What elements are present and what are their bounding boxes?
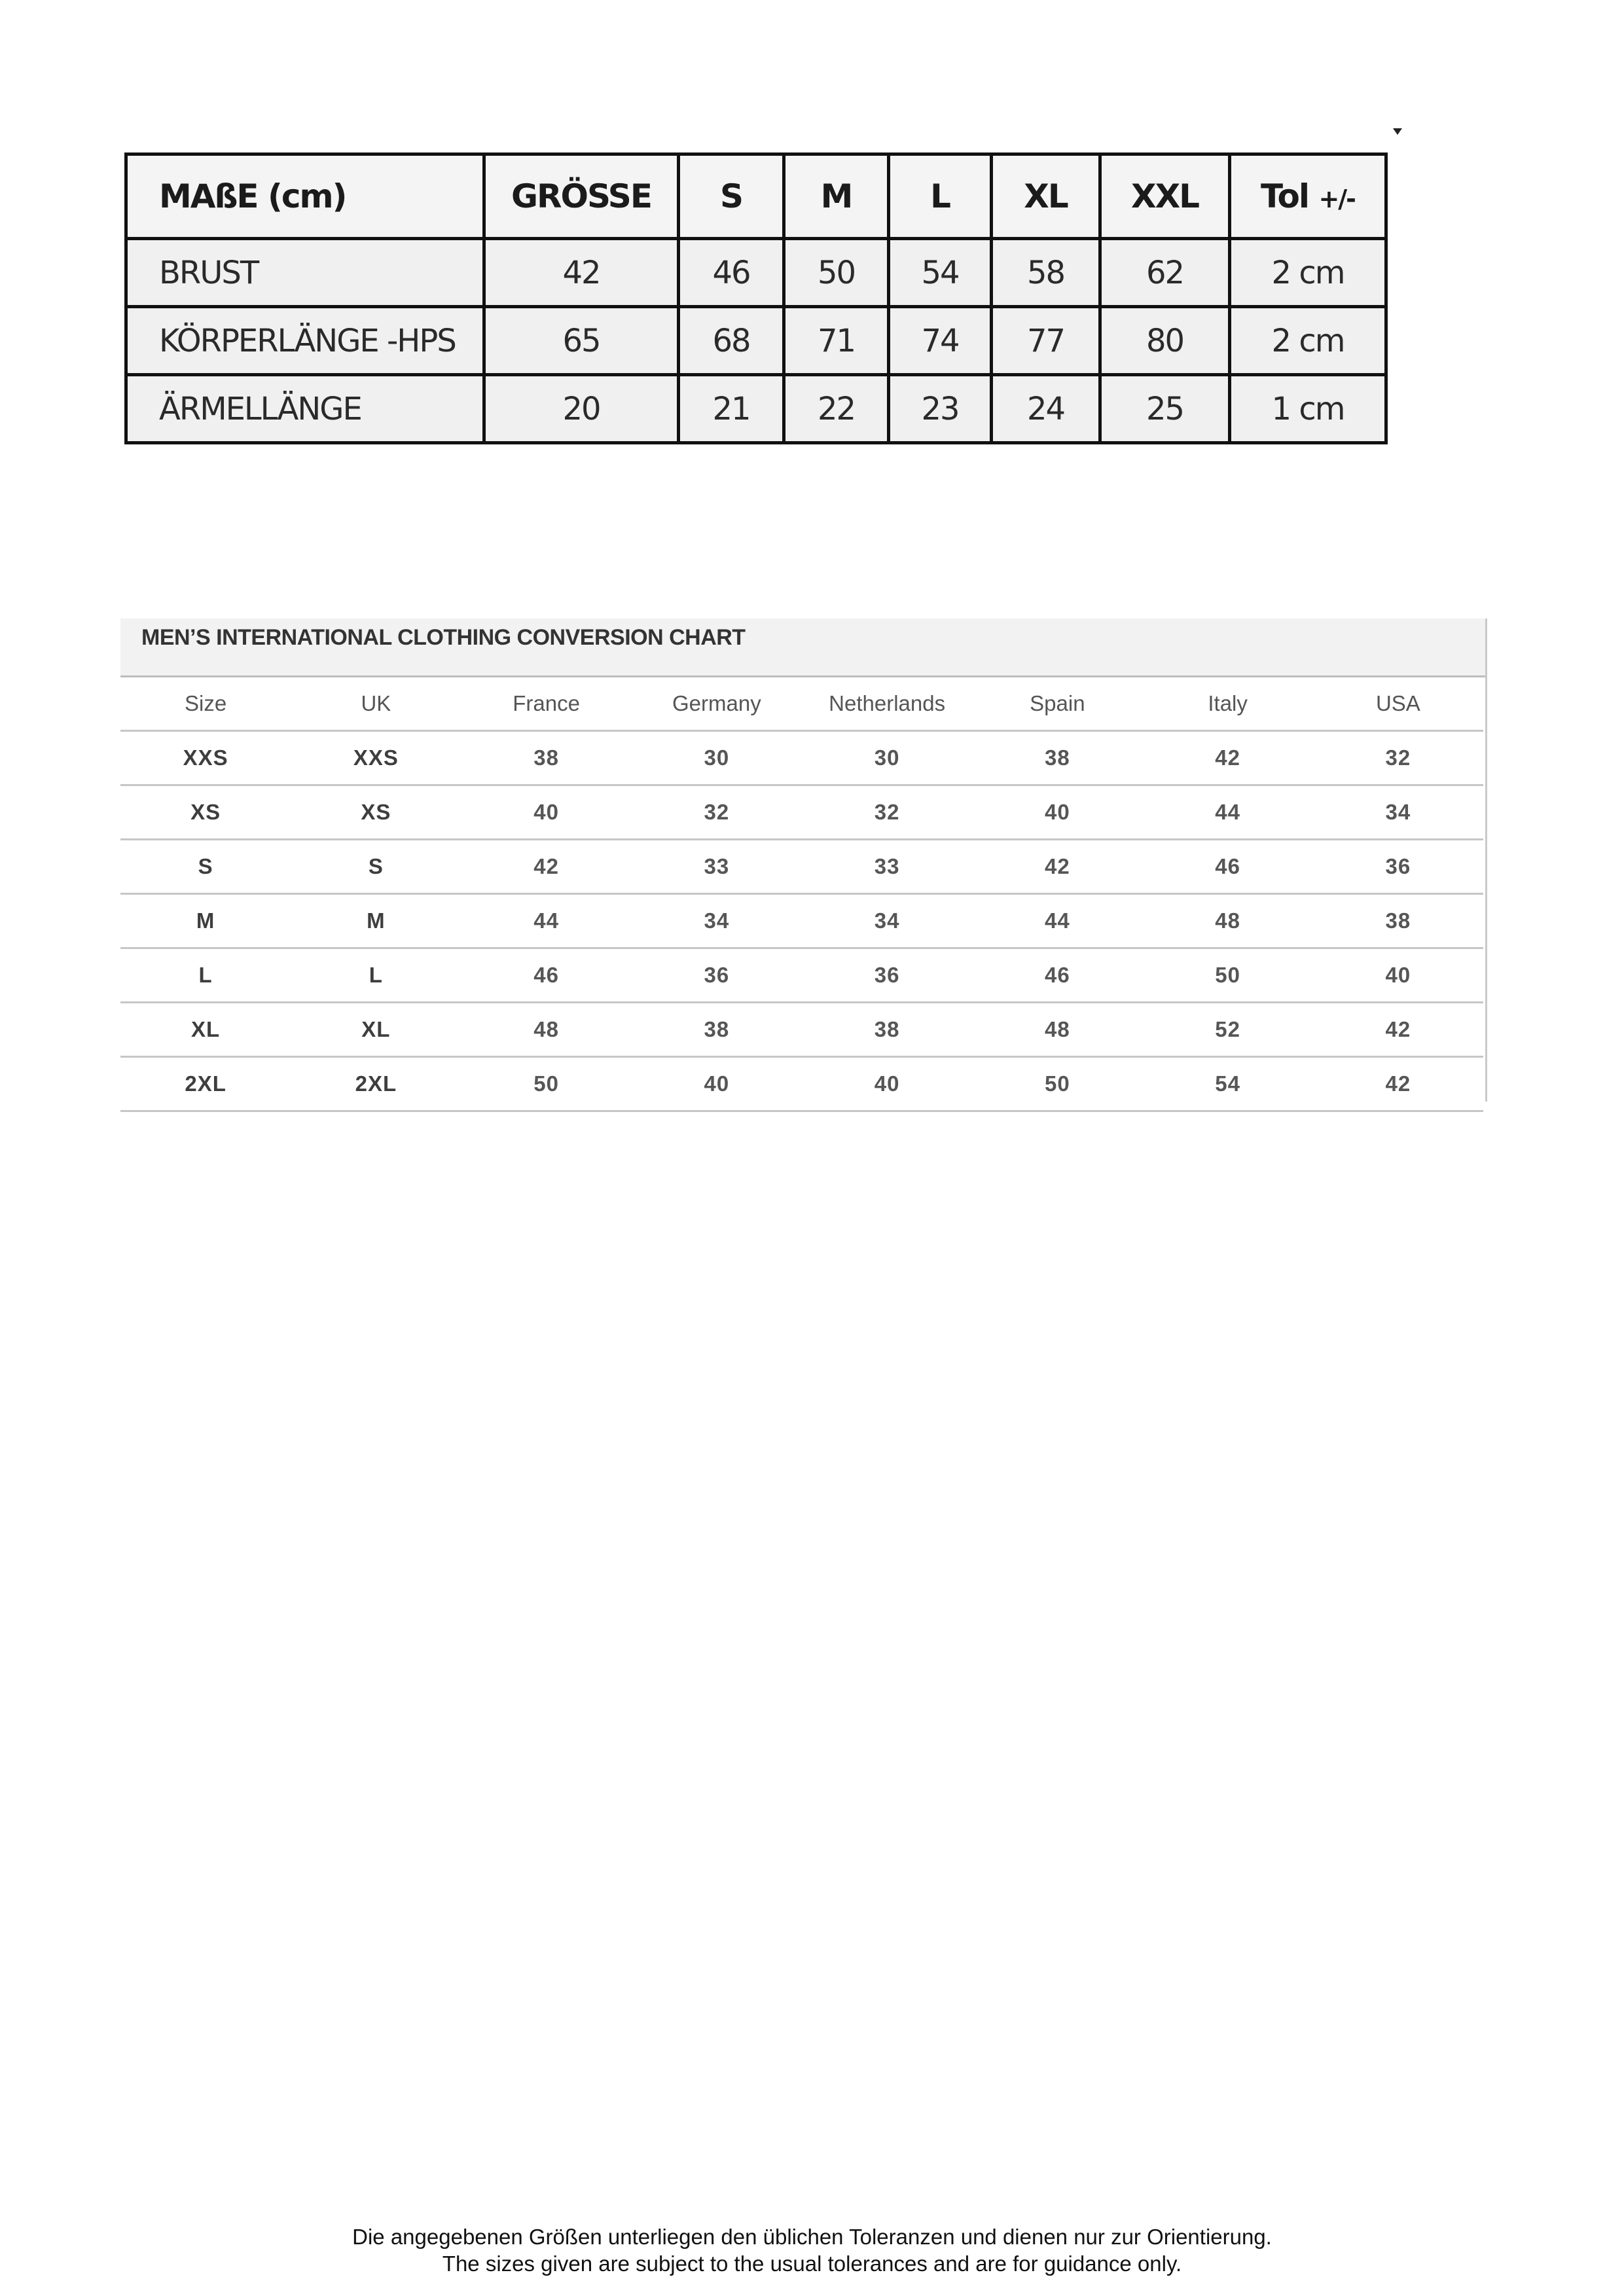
table-cell: 42	[461, 840, 632, 894]
header-tolerance	[1230, 154, 1386, 239]
table-cell: 32	[802, 785, 972, 840]
row-cell: 50	[784, 239, 889, 307]
table-cell: S	[291, 840, 461, 894]
table-cell: 46	[972, 948, 1142, 1003]
row-cell-tolerance: 2 cm	[1230, 307, 1386, 375]
table-row	[120, 1057, 1483, 1111]
table-cell: 36	[1313, 840, 1483, 894]
row-cell-groesse: 42	[484, 239, 679, 307]
row-cell: 46	[679, 239, 784, 307]
column-header-uk: UK	[291, 677, 461, 731]
row-cell: 77	[992, 307, 1100, 375]
table-cell: 46	[1143, 840, 1313, 894]
column-header-usa: USA	[1313, 677, 1483, 731]
row-cell: 58	[992, 239, 1100, 307]
conversion-table-body	[120, 731, 1483, 1111]
column-header-netherlands: Netherlands	[802, 677, 972, 731]
table-row	[120, 948, 1483, 1003]
size-cell: 2XL	[120, 1057, 291, 1111]
table-cell: 40	[1313, 948, 1483, 1003]
table-cell: 40	[461, 785, 632, 840]
table-cell: 30	[632, 731, 802, 785]
table-cell: 48	[1143, 894, 1313, 948]
header-tolerance-suffix: +/-	[1318, 185, 1355, 213]
table-cell: 32	[1313, 731, 1483, 785]
size-cell: XXS	[120, 731, 291, 785]
size-cell: M	[120, 894, 291, 948]
table-cell: XXS	[291, 731, 461, 785]
table-row	[120, 894, 1483, 948]
column-header-size: Size	[120, 677, 291, 731]
conversion-chart-title: MEN’S INTERNATIONAL CLOTHING CONVERSION CHART	[120, 619, 1485, 677]
size-cell: S	[120, 840, 291, 894]
table-cell: 38	[802, 1003, 972, 1057]
table-cell: 40	[632, 1057, 802, 1111]
disclaimer-footer	[0, 2223, 1624, 2277]
table-cell: 38	[632, 1003, 802, 1057]
corner-mark	[1393, 128, 1402, 135]
table-cell: 38	[1313, 894, 1483, 948]
row-cell: 62	[1100, 239, 1230, 307]
table-cell: 40	[972, 785, 1142, 840]
table-cell: 50	[461, 1057, 632, 1111]
table-cell: 48	[972, 1003, 1142, 1057]
column-header-italy: Italy	[1143, 677, 1313, 731]
row-cell: 23	[889, 375, 992, 443]
table-cell: 42	[1143, 731, 1313, 785]
table-cell: 50	[972, 1057, 1142, 1111]
row-label: BRUST	[126, 239, 484, 307]
row-label: KÖRPERLÄNGE -HPS	[126, 307, 484, 375]
table-cell: 54	[1143, 1057, 1313, 1111]
header-tolerance-label: Tol	[1261, 177, 1309, 215]
size-cell: L	[120, 948, 291, 1003]
measurement-row-koerperlaenge	[126, 307, 1386, 375]
row-cell-groesse: 20	[484, 375, 679, 443]
conversion-header-row	[120, 677, 1483, 731]
row-cell: 54	[889, 239, 992, 307]
measurement-table-container	[124, 152, 1384, 444]
row-cell: 24	[992, 375, 1100, 443]
column-header-france: France	[461, 677, 632, 731]
table-cell: 38	[461, 731, 632, 785]
size-cell: XL	[120, 1003, 291, 1057]
conversion-chart	[120, 619, 1487, 1102]
table-cell: M	[291, 894, 461, 948]
table-cell: 42	[1313, 1003, 1483, 1057]
measurement-row-aermellaenge	[126, 375, 1386, 443]
row-cell: 21	[679, 375, 784, 443]
row-cell: 80	[1100, 307, 1230, 375]
table-cell: 32	[632, 785, 802, 840]
row-cell: 22	[784, 375, 889, 443]
header-size-s: S	[679, 154, 784, 239]
header-size-xxl: XXL	[1100, 154, 1230, 239]
column-header-spain: Spain	[972, 677, 1142, 731]
size-cell: XS	[120, 785, 291, 840]
table-row	[120, 1003, 1483, 1057]
table-cell: 44	[461, 894, 632, 948]
conversion-table	[120, 677, 1483, 1112]
header-size-xl: XL	[992, 154, 1100, 239]
table-cell: 34	[802, 894, 972, 948]
table-cell: 33	[632, 840, 802, 894]
table-cell: 44	[1143, 785, 1313, 840]
row-cell: 74	[889, 307, 992, 375]
measurement-table	[124, 152, 1388, 444]
header-size-m: M	[784, 154, 889, 239]
table-cell: 48	[461, 1003, 632, 1057]
table-cell: 34	[632, 894, 802, 948]
table-cell: 36	[632, 948, 802, 1003]
table-cell: XL	[291, 1003, 461, 1057]
disclaimer-german: Die angegebenen Größen unterliegen den üblichen Toleranzen und dienen nur zur Orientierung.	[352, 2225, 1272, 2249]
table-row	[120, 731, 1483, 785]
header-size-l: L	[889, 154, 992, 239]
table-cell: L	[291, 948, 461, 1003]
table-cell: 44	[972, 894, 1142, 948]
table-cell: 42	[972, 840, 1142, 894]
table-cell: 36	[802, 948, 972, 1003]
table-cell: 2XL	[291, 1057, 461, 1111]
row-cell: 68	[679, 307, 784, 375]
table-cell: 46	[461, 948, 632, 1003]
table-cell: 40	[802, 1057, 972, 1111]
row-cell: 25	[1100, 375, 1230, 443]
row-label: ÄRMELLÄNGE	[126, 375, 484, 443]
table-cell: 34	[1313, 785, 1483, 840]
header-label: MAßE (cm)	[126, 154, 484, 239]
table-row	[120, 840, 1483, 894]
table-cell: 30	[802, 731, 972, 785]
table-cell: 33	[802, 840, 972, 894]
column-header-germany: Germany	[632, 677, 802, 731]
table-cell: 50	[1143, 948, 1313, 1003]
table-row	[120, 785, 1483, 840]
header-size-label: GRÖSSE	[484, 154, 679, 239]
disclaimer-english: The sizes given are subject to the usual tolerances and are for guidance only.	[442, 2251, 1182, 2276]
measurement-row-brust	[126, 239, 1386, 307]
table-cell: 52	[1143, 1003, 1313, 1057]
measurement-header-row	[126, 154, 1386, 239]
row-cell: 71	[784, 307, 889, 375]
table-cell: 42	[1313, 1057, 1483, 1111]
table-cell: XS	[291, 785, 461, 840]
row-cell-tolerance: 1 cm	[1230, 375, 1386, 443]
table-cell: 38	[972, 731, 1142, 785]
row-cell-tolerance: 2 cm	[1230, 239, 1386, 307]
row-cell-groesse: 65	[484, 307, 679, 375]
